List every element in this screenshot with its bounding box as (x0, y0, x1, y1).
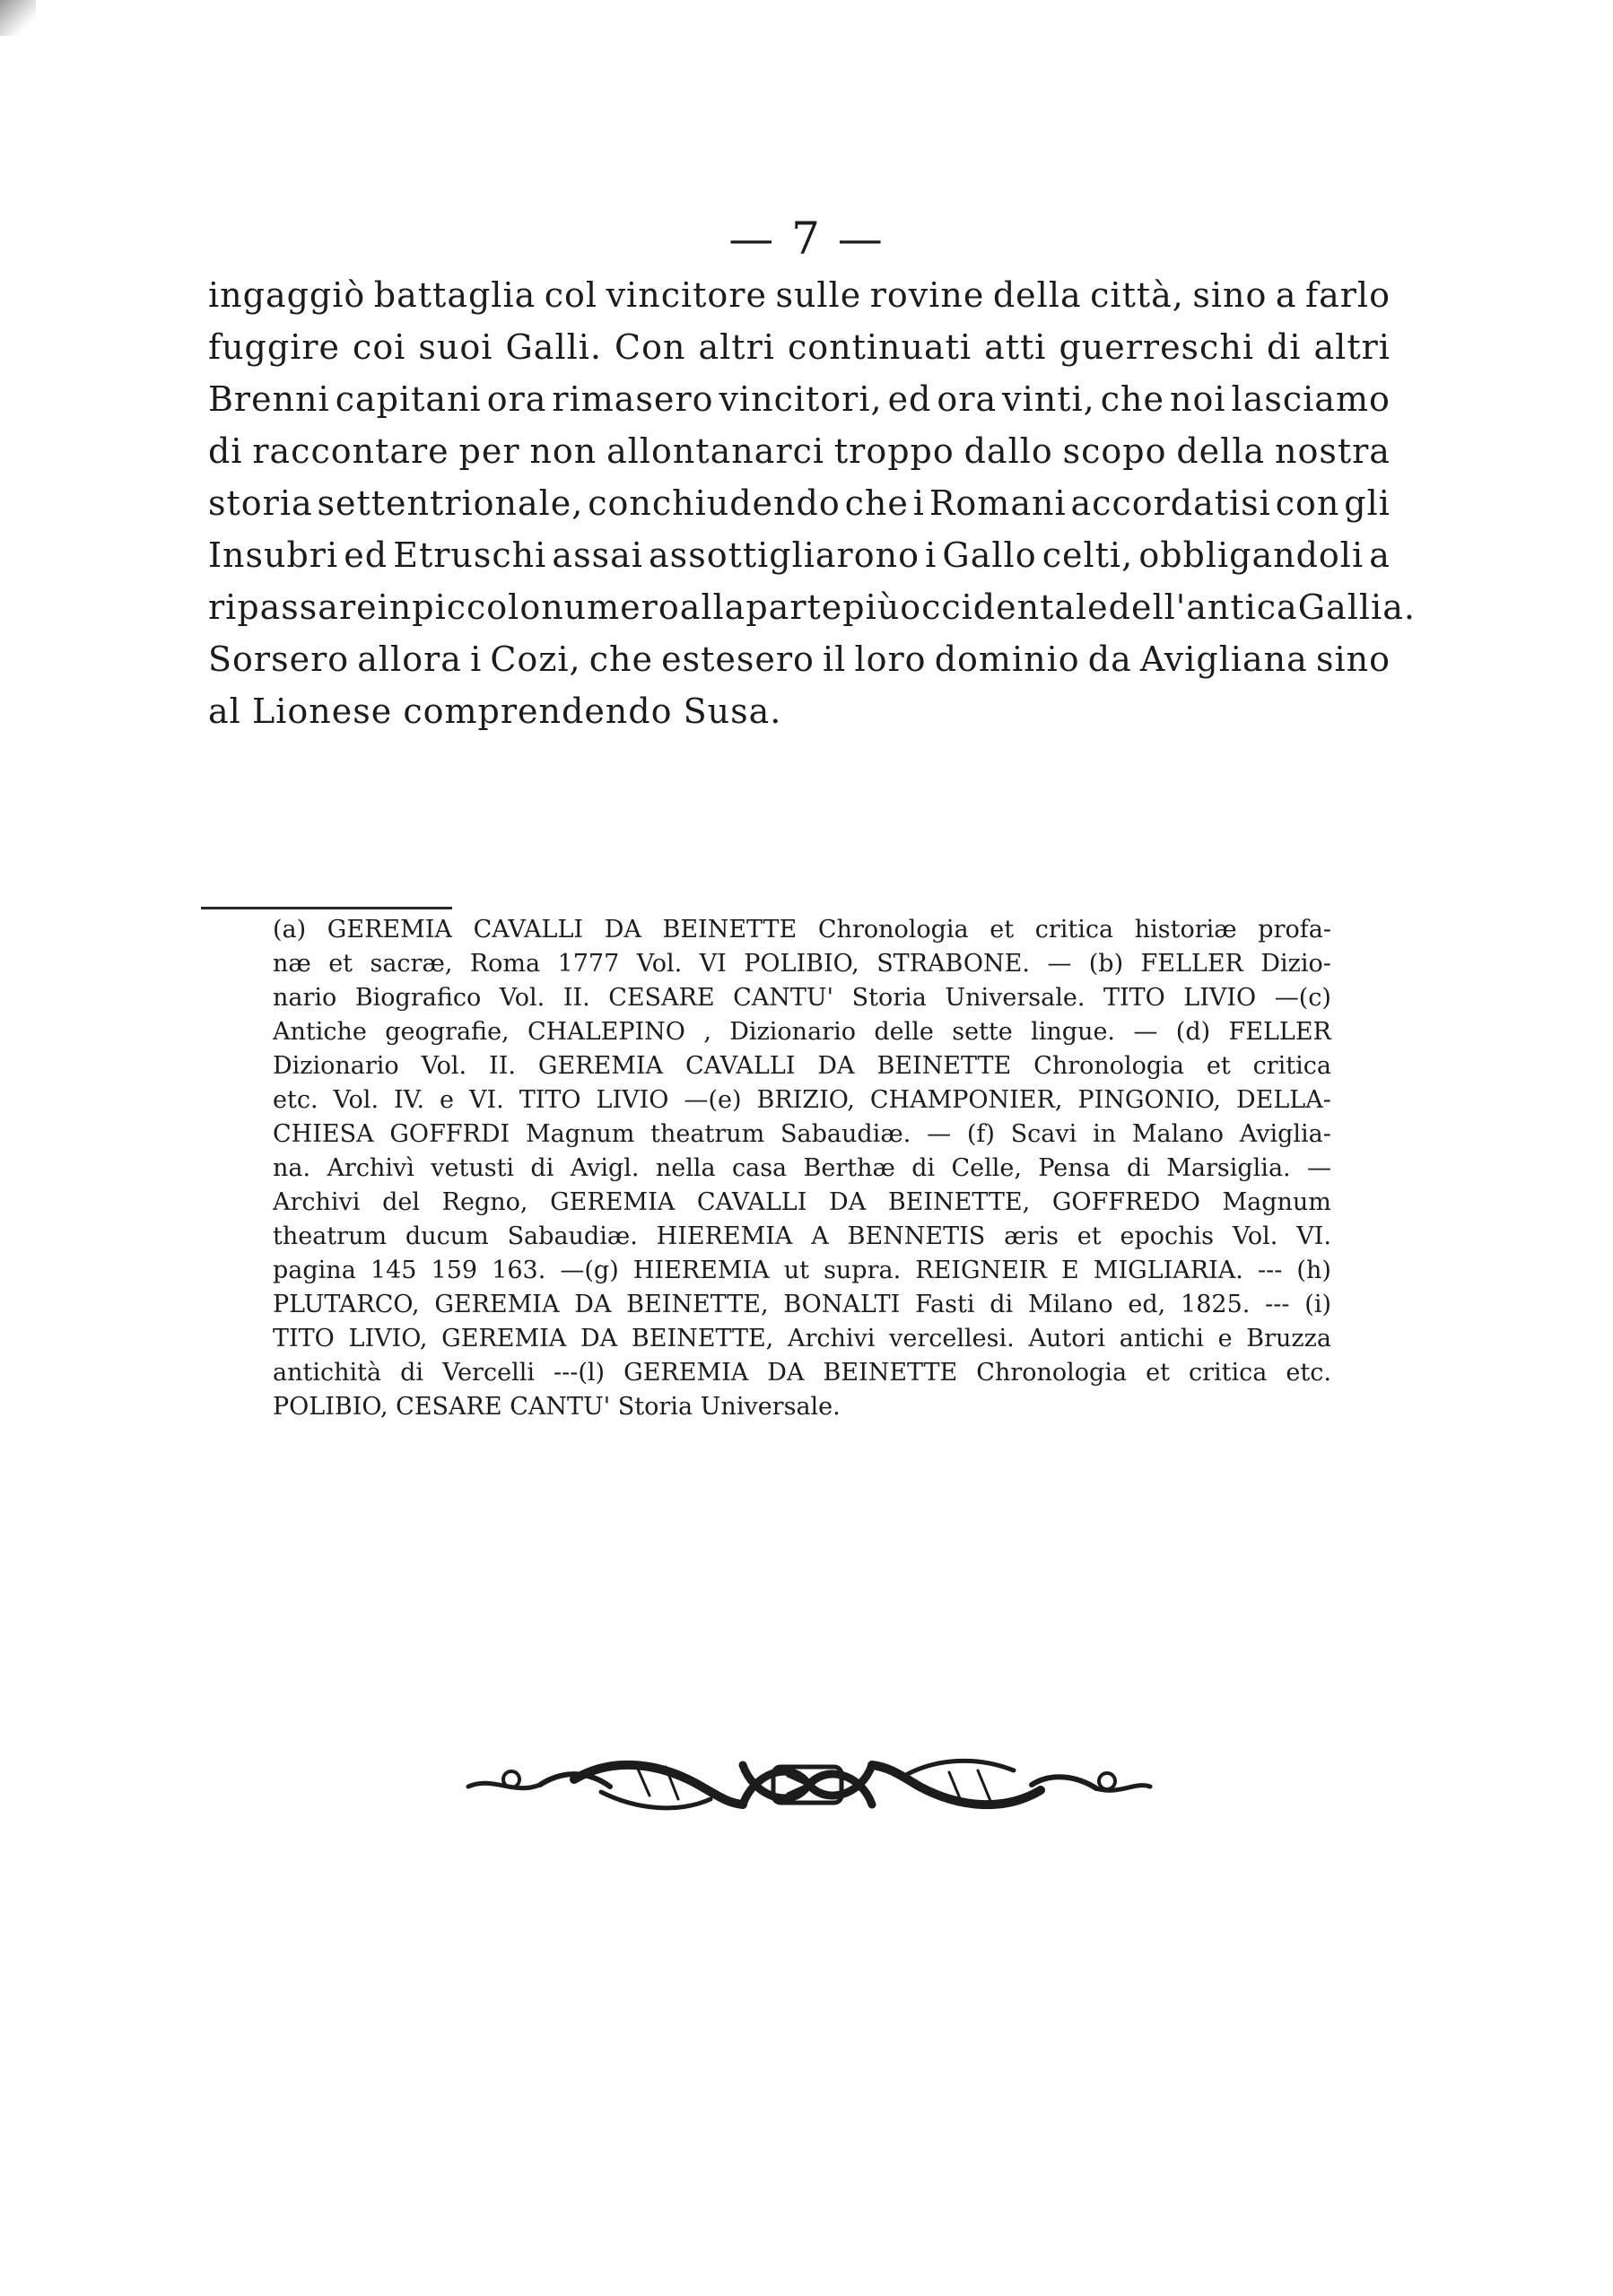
footnote-line: CHIESA GOFFRDI Magnum theatrum Sabaudiæ. — (f) Scavi in Malano Aviglia- (273, 1120, 1331, 1148)
body-line: al Lionese comprendendo Susa. (208, 691, 782, 731)
footnote-line: Antiche geografie, CHALEPINO , Dizionario delle sette lingue. — (d) FELLER (273, 1018, 1331, 1046)
body-line: Brenni capitani ora rimasero vincitori, ed ora vinti, che noi lasciamo (208, 379, 1391, 419)
footnote-line: pagina 145 159 163. —(g) HIEREMIA ut supra. REIGNEIR E MIGLIARIA. --- (h) (273, 1257, 1331, 1284)
body-text (208, 269, 1416, 737)
footnote-line: POLIBIO, CESARE CANTU' Storia Universale. (273, 1393, 841, 1421)
body-line: di raccontare per non allontanarci troppo dallo scopo della nostra (208, 431, 1391, 471)
footnote-line: antichità di Vercelli ---(l) GEREMIA DA BEINETTE Chronologia et critica etc. (273, 1359, 1331, 1387)
footnotes (273, 913, 1331, 1424)
footnote-line: Dizionario Vol. II. GEREMIA CAVALLI DA BEINETTE Chronologia et critica (273, 1052, 1331, 1080)
footnote-line: Archivi del Regno, GEREMIA CAVALLI DA BEINETTE, GOFFREDO Magnum (273, 1188, 1331, 1216)
body-line: Sorsero allora i Cozi, che estesero il loro dominio da Avigliana sino (208, 639, 1391, 679)
body-line: Insubri ed Etruschi assai assottigliarono i Gallo celti, obbligandoli a (208, 535, 1391, 575)
page-number: — 7 — (728, 213, 885, 265)
footnote-separator (201, 907, 452, 909)
footnote-line: PLUTARCO, GEREMIA DA BEINETTE, BONALTI Fasti di Milano ed, 1825. --- (i) (273, 1291, 1331, 1318)
footnote-line: na. Archivì vetusti di Avigl. nella casa Berthæ di Celle, Pensa di Marsiglia. — (273, 1154, 1331, 1182)
footnote-line: TITO LIVIO, GEREMIA DA BEINETTE, Archivi vercellesi. Autori antichi e Bruzza (273, 1325, 1331, 1352)
body-line: ripassare in piccolo numero alla parte più occidentale dell'antica Gallia. (208, 587, 1416, 627)
body-line: storia settentrionale, conchiudendo che i Romani accordatisi con gli (208, 483, 1391, 523)
footnote-line: næ et sacræ, Roma 1777 Vol. VI POLIBIO, STRABONE. — (b) FELLER Dizio- (273, 950, 1331, 978)
footnote-line: nario Biografico Vol. II. CESARE CANTU' Storia Universale. TITO LIVIO —(c) (273, 984, 1331, 1012)
footnote-line: etc. Vol. IV. e VI. TITO LIVIO —(e) BRIZIO, CHAMPONIER, PINGONIO, DELLA- (273, 1086, 1331, 1114)
decorative-scroll-ornament-icon (458, 1740, 1157, 1830)
footnote-line: theatrum ducum Sabaudiæ. HIEREMIA A BENNETIS æris et epochis Vol. VI. (273, 1222, 1331, 1250)
page-corner-shadow (0, 0, 36, 36)
body-line: fuggire coi suoi Galli. Con altri continuati atti guerreschi di altri (208, 327, 1391, 367)
footnote-line: (a) GEREMIA CAVALLI DA BEINETTE Chronologia et critica historiæ profa- (273, 916, 1331, 944)
body-line: ingaggiò battaglia col vincitore sulle rovine della città, sino a farlo (208, 275, 1391, 315)
